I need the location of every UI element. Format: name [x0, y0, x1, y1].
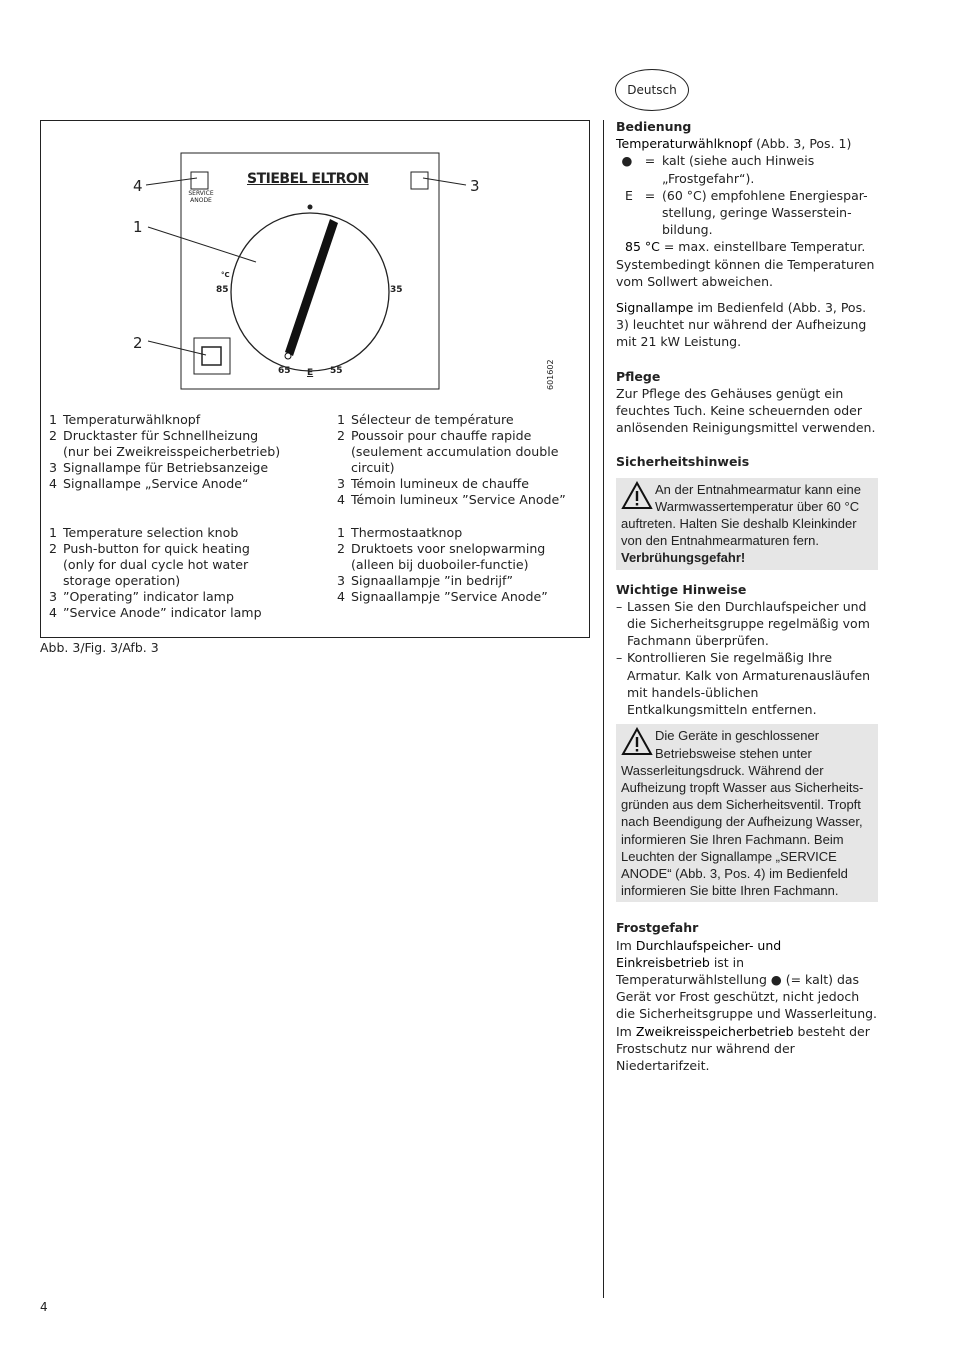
- legend-item: 2 Push-button for quick heating (only for dual cycle hot water storage operation): [49, 541, 250, 588]
- page-number: 4: [40, 1300, 48, 1314]
- legend-item: 1 Thermostaatknop: [337, 525, 463, 540]
- legend-item: 4 Signaallampje ”Service Anode”: [337, 589, 548, 604]
- list-item: – Kontrollieren Sie regelmäßig Ihre Armatur. Kalk von Armaturenausläufen mit handels-üblichen Entkalkungsmitteln entfernen.: [616, 650, 871, 718]
- dial-pointer: [285, 219, 338, 356]
- legend-fr: [337, 412, 577, 508]
- list-item: – Lassen Sie den Durchlaufspeicher und die Sicherheitsgruppe regelmäßig vom Fachmann überprüfen.: [616, 598, 870, 649]
- dial-mark-55: 55: [330, 366, 343, 376]
- heading-wichtige: Wichtige Hinweise: [616, 581, 747, 597]
- legend-item: 3 Signallampe für Betriebsanzeige: [49, 460, 269, 475]
- callout-4: 4: [133, 177, 143, 195]
- legend-item: 3 ”Operating” indicator lamp: [49, 589, 234, 604]
- def-e: E = (60 °C) empfohlene Energiespar-stellung, geringe Wasserstein-bildung.: [625, 187, 868, 238]
- legend-item: 3 Témoin lumineux de chauffe: [337, 476, 529, 491]
- dial-pointer-tip: [285, 353, 291, 359]
- legend-en: [49, 525, 279, 621]
- quick-heat-button-outer: [194, 338, 230, 374]
- callout-line-4: [146, 178, 197, 185]
- callout-2: 2: [133, 334, 143, 352]
- safety-warning-text: An der Entnahmearmatur kann eine Warmwassertemperatur über 60 °C auftreten. Halten Sie deshalb Kleinkinder von den Entnahmearmaturen fern.: [621, 481, 861, 549]
- frost-p2: Im Zweikreisspeicherbetrieb besteht der Frostschutz nur während der Niedertarifzeit.: [616, 1023, 870, 1073]
- legend-item: 4 ”Service Anode” indicator lamp: [49, 605, 262, 620]
- signal-text: Signallampe im Bedienfeld (Abb. 3, Pos. 3) leuchtet nur während der Aufheizung mit 21 kW Leistung.: [616, 300, 867, 350]
- callout-1: 1: [133, 218, 143, 236]
- operating-lamp: [411, 172, 428, 189]
- heading-sicherheit: Sicherheitshinweis: [616, 454, 750, 470]
- safety-warning-bold: Verbrühungsgefahr!: [621, 550, 746, 566]
- pflege-text: Zur Pflege des Gehäuses genügt ein feuchtes Tuch. Keine scheuernden oder anlösenden Reinigungsmittel verwenden.: [616, 385, 876, 436]
- legend-item: 1 Temperaturwählknopf: [49, 412, 201, 427]
- max-temp-text: 85 °C = max. einstellbare Temperatur. Systembedingt können die Temperaturen vom Sollwert abweichen.: [616, 239, 875, 289]
- language-badge: [615, 69, 689, 111]
- figure-caption: Abb. 3/Fig. 3/Afb. 3: [40, 640, 159, 655]
- pressure-warning-box: [616, 724, 878, 902]
- column-divider: [603, 120, 604, 1298]
- legend-item: 2 Drucktaster für Schnellheizung (nur bei Zweikreisspeicherbetrieb): [49, 428, 281, 459]
- legend-item: 4 Signallampe „Service Anode“: [49, 476, 249, 491]
- legend-item: 1 Temperature selection knob: [49, 525, 239, 540]
- callout-line-2: [148, 341, 206, 355]
- dial-mark-35: 35: [390, 285, 403, 295]
- right-column: [616, 118, 878, 1074]
- dial-unit: °C: [221, 271, 230, 279]
- callout-line-1: [148, 227, 256, 262]
- service-anode-label: SERVICE ANODE: [188, 190, 214, 204]
- panel-outline: [181, 153, 439, 389]
- dial-mark-e: E: [307, 368, 314, 378]
- dial-mark-85: 85: [216, 285, 229, 295]
- def-kalt: ● = kalt (siehe auch Hinweis „Frostgefahr“).: [621, 153, 815, 186]
- dial-top-dot: [308, 205, 313, 210]
- legend-item: 2 Poussoir pour chauffe rapide (seulement accumulation double circuit): [337, 428, 559, 475]
- heading-bedienung: Bedienung: [616, 119, 692, 134]
- legend-de: [49, 412, 284, 492]
- quick-heat-button-inner: [202, 347, 221, 365]
- legend-item: 4 Témoin lumineux ”Service Anode”: [337, 492, 566, 507]
- heading-pflege: Pflege: [616, 368, 661, 384]
- frost-p1: Im Durchlaufspeicher- und Einkreisbetrieb ist in Temperaturwählstellung ● (= kalt) das Gerät vor Frost geschützt, nicht jedoch die Sicherheitsgruppe und Wasserleitung.: [616, 937, 878, 1022]
- legend-nl: [337, 525, 577, 605]
- heading-frost: Frostgefahr: [616, 920, 699, 936]
- pressure-warning-text: Die Geräte in geschlossener Betriebsweise stehen unter Wasserleitungsdruck. Während der Aufheizung tropft Wasser aus Sicherheits-gründen aus dem Sicherheitsventil. Tropft nach Beendigung der Aufheizung Wasser, informieren Sie Ihren Fachmann. Beim Leuchten der Signallampe „SERVICE ANODE“ (Abb. 3, Pos. 4) im Bedienfeld informieren Sie bitte Ihren Fachmann.: [621, 728, 864, 899]
- warning-icon: [621, 481, 653, 511]
- language-label: Deutsch: [627, 83, 677, 97]
- safety-warning-box: [616, 478, 878, 570]
- legend-item: 3 Signaallampje ”in bedrijf”: [337, 573, 514, 588]
- callout-line-3: [423, 178, 466, 185]
- legend-item: 2 Druktoets voor snelopwarming (alleen bij duoboiler-functie): [337, 541, 546, 572]
- control-panel-drawing: [0, 0, 600, 400]
- warning-icon: [621, 727, 653, 757]
- knob-line: Temperaturwählknopf (Abb. 3, Pos. 1): [616, 136, 852, 152]
- figure-code: 601602: [546, 359, 555, 390]
- service-anode-lamp: [191, 172, 208, 189]
- brand-logo: STIEBEL ELTRON: [247, 171, 369, 187]
- callout-3: 3: [470, 177, 480, 195]
- dial-mark-65: 65: [278, 366, 291, 376]
- legend-item: 1 Sélecteur de température: [337, 412, 514, 427]
